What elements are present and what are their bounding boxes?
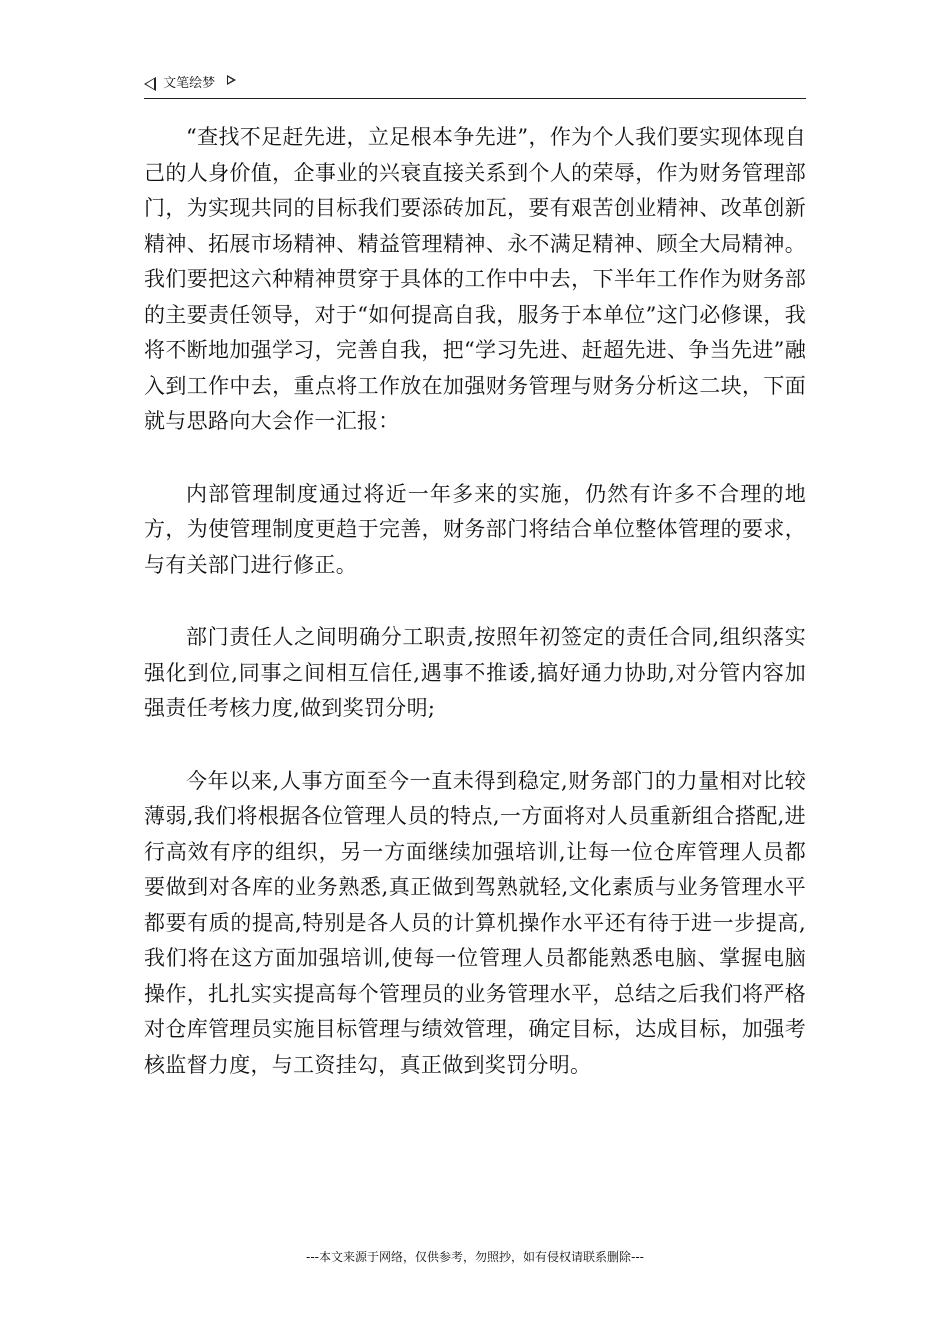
- page-header: [144, 72, 806, 99]
- triangle-right-icon: [227, 75, 236, 85]
- document-body: [144, 120, 806, 1120]
- paragraph-intro: “查找不足赶先进，立足根本争先进”，作为个人我们要实现体现自己的人身价值，企事业的兴衰直接关系到个人的荣辱，作为财务管理部门，为实现共同的目标我们要添砖加瓦，要有艰苦创业精神、改革创新精神、拓展市场精神、精益管理精神、永不满足精神、顾全大局精神。我们要把这六种精神贯穿于具体的工作中中去，下半年工作作为财务部的主要责任领导，对于“如何提高自我，服务于本单位”这门必修课，我将不断地加强学习，完善自我，把“学习先进、赶超先进、争当先进”融入到工作中去，重点将工作放在加强财务管理与财务分析这二块，下面就与思路向大会作一汇报：: [144, 125, 806, 433]
- header-brand: 文笔绘梦: [163, 76, 216, 91]
- footer-notice: ---本文来源于网络，仅供参考，勿照抄，如有侵权请联系删除---: [306, 1250, 644, 1264]
- paragraph-personnel-training: 今年以来,人事方面至今一直未得到稳定,财务部门的力量相对比较薄弱,我们将根据各位管理人员的特点,一方面将对人员重新组合搭配,进行高效有序的组织，另一方面继续加强培训,让每一位仓库管理人员都要做到对各库的业务熟悉,真正做到驾熟就轻,文化素质与业务管理水平都要有质的提高,特别是各人员的计算机操作水平还有待于进一步提高,我们将在这方面加强培训,使每一位管理人员都能熟悉电脑、掌握电脑操作，扎扎实实提高每个管理员的业务管理水平，总结之后我们将严格对仓库管理员实施目标管理与绩效管理，确定目标，达成目标，加强考核监督力度，与工资挂勾，真正做到奖罚分明。: [144, 768, 806, 1077]
- paragraph-responsibility: 部门责任人之间明确分工职责,按照年初签定的责任合同,组织落实强化到位,同事之间相互信任,遇事不推诿,搞好通力协助,对分管内容加强责任考核力度,做到奖罚分明;: [144, 625, 806, 720]
- paragraph-management-system: 内部管理制度通过将近一年多来的实施，仍然有许多不合理的地方，为使管理制度更趋于完善，财务部门将结合单位整体管理的要求，与有关部门进行修正。: [144, 481, 806, 577]
- triangle-left-icon: [144, 77, 156, 91]
